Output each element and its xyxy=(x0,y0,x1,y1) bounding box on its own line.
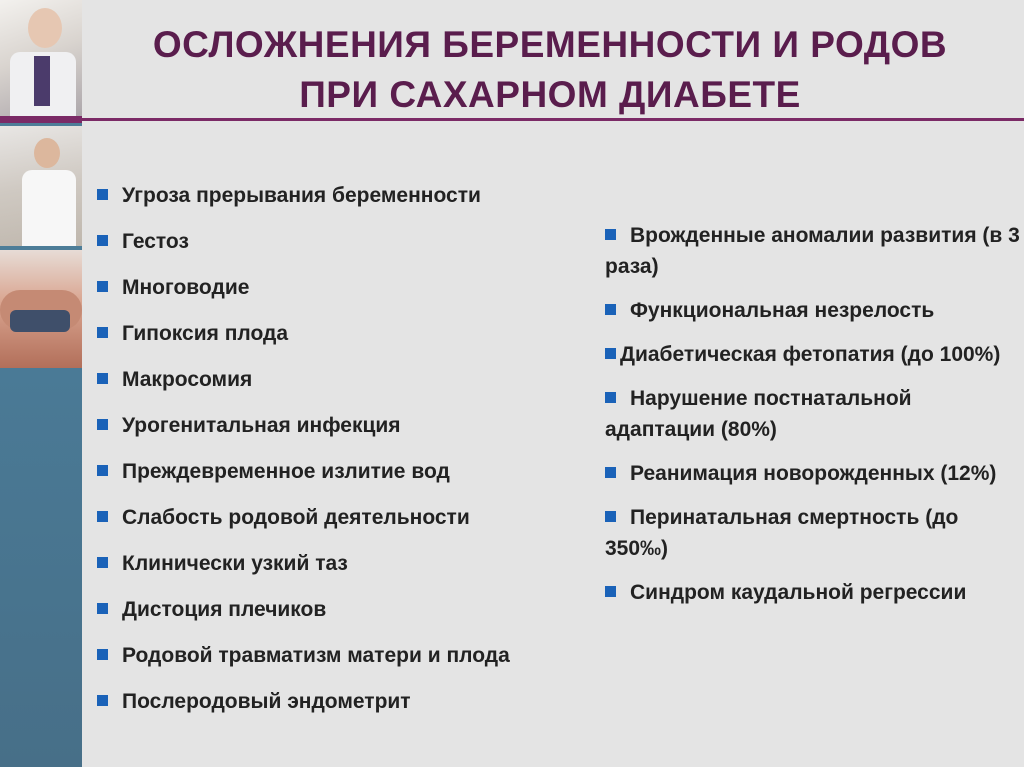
square-bullet-icon xyxy=(605,392,616,403)
square-bullet-icon xyxy=(97,327,108,338)
square-bullet-icon xyxy=(605,586,616,597)
square-bullet-icon xyxy=(97,235,108,246)
square-bullet-icon xyxy=(97,465,108,476)
square-bullet-icon xyxy=(97,281,108,292)
list-item: Нарушение постнатальной адаптации (80%) xyxy=(605,387,912,441)
square-bullet-icon xyxy=(97,695,108,706)
list-item: Преждевременное излитие вод xyxy=(97,456,587,487)
list-item: Гипоксия плода xyxy=(97,318,587,349)
list-item: Гестоз xyxy=(97,226,587,257)
square-bullet-icon xyxy=(605,229,616,240)
square-bullet-icon xyxy=(605,348,616,359)
list-item: Клинически узкий таз xyxy=(97,548,587,579)
right-complications-list xyxy=(605,220,1020,621)
list-item: Врожденные аномалии развития (в 3 раза) xyxy=(605,224,1020,278)
square-bullet-icon xyxy=(97,603,108,614)
square-bullet-icon xyxy=(97,189,108,200)
photo-blood-pressure xyxy=(0,250,82,368)
list-item: Слабость родовой деятельности xyxy=(97,502,587,533)
photo-doctor-syringe xyxy=(0,0,82,122)
list-item: Функциональная незрелость xyxy=(605,295,1020,326)
list-item: Реанимация новорожденных (12%) xyxy=(605,458,1020,489)
square-bullet-icon xyxy=(605,511,616,522)
square-bullet-icon xyxy=(97,649,108,660)
list-item: Урогенитальная инфекция xyxy=(97,410,587,441)
title-line-1: ОСЛОЖНЕНИЯ БЕРЕМЕННОСТИ И РОДОВ xyxy=(152,24,948,65)
list-item: Дистоция плечиков xyxy=(97,594,587,625)
list-item: Родовой травматизм матери и плода xyxy=(97,640,587,671)
square-bullet-icon xyxy=(97,557,108,568)
square-bullet-icon xyxy=(605,304,616,315)
left-complications-list xyxy=(97,180,587,732)
square-bullet-icon xyxy=(97,419,108,430)
list-item: Многоводие xyxy=(97,272,587,303)
sidebar-lower-panel xyxy=(0,368,82,767)
list-item: Синдром каудальной регрессии xyxy=(605,577,1020,608)
square-bullet-icon xyxy=(97,511,108,522)
title-line-2: ПРИ САХАРНОМ ДИАБЕТЕ xyxy=(299,74,801,115)
square-bullet-icon xyxy=(97,373,108,384)
list-item: Угроза прерывания беременности xyxy=(97,180,587,211)
photo-nurse xyxy=(0,126,82,246)
title-divider-accent xyxy=(0,116,82,123)
square-bullet-icon xyxy=(605,467,616,478)
list-item: Диабетическая фетопатия (до 100%) xyxy=(605,339,1020,370)
list-item: Послеродовый эндометрит xyxy=(97,686,587,717)
list-item: Макросомия xyxy=(97,364,587,395)
page-title xyxy=(100,20,1000,120)
list-item: Перинатальная смертность (до 350‰) xyxy=(605,506,959,560)
